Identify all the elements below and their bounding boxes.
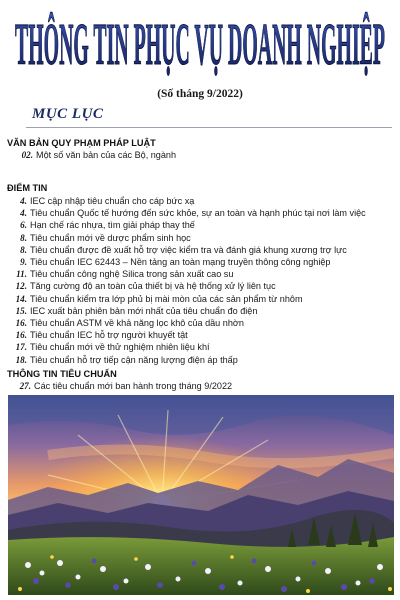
toc-page-number: 27. (19, 381, 31, 391)
toc-item-title: Tiêu chuẩn mới về thử nghiệm nhiên liệu khí (30, 342, 210, 353)
toc-item[interactable] (7, 244, 366, 256)
toc-item[interactable] (7, 293, 366, 305)
toc-heading: MỤC LỤC (32, 106, 104, 122)
toc-item-title: IEC xuất bản phiên bản mới nhất của tiêu chuẩn đo điện (30, 305, 258, 316)
toc-item[interactable] (7, 380, 232, 392)
toc-page-number: 6. (20, 220, 27, 231)
sunrise-landscape-image (8, 395, 394, 595)
cover-photo (8, 395, 394, 595)
toc-item-title: IEC cập nhập tiêu chuẩn cho cáp bức xạ (30, 196, 195, 206)
toc-item-title: Tiêu chuẩn IEC 62443 – Nền tảng an toàn mạng truyền thông công nghiệp (30, 257, 331, 268)
toc-page-number: 18. (15, 354, 27, 365)
masthead (0, 4, 400, 78)
toc-item[interactable] (7, 219, 366, 231)
section-title: THÔNG TIN TIÊU CHUẨN (7, 369, 117, 379)
toc-item[interactable] (7, 256, 366, 268)
toc-item[interactable] (7, 317, 366, 329)
toc-list (7, 380, 232, 392)
toc-page-number: 16. (15, 318, 27, 329)
toc-item[interactable] (7, 329, 366, 341)
toc-page-number: 16. (15, 330, 27, 341)
toc-page-number: 11. (16, 269, 27, 280)
toc-item-title: Một số văn bản của các Bộ, ngành (36, 150, 177, 160)
toc-item[interactable] (7, 149, 176, 161)
toc-page-number: 9. (20, 257, 27, 268)
masthead-title: THÔNG TIN PHỤC VỤ DOANH NGHIỆP (15, 11, 386, 78)
toc-item[interactable] (7, 305, 366, 317)
section-news (7, 183, 366, 366)
toc-list (7, 149, 176, 161)
toc-item-title: Tiêu chuẩn được đề xuất hỗ trợ việc kiểm tra và đánh giá khung xương trợ lực (30, 244, 347, 255)
masthead-svg (0, 4, 400, 84)
toc-item[interactable] (7, 232, 366, 244)
toc-item[interactable] (7, 354, 366, 366)
toc-item[interactable] (7, 195, 366, 207)
toc-item[interactable] (7, 341, 366, 353)
toc-item-title: Tiêu chuẩn hỗ trợ tiếp cận năng lượng điện áp thấp (30, 354, 238, 365)
section-title: ĐIỂM TIN (7, 183, 48, 193)
toc-page-number: 14. (15, 293, 27, 304)
toc-item-title: Tiêu chuẩn mới về dược phẩm sinh học (30, 232, 191, 243)
toc-page-number: 17. (15, 342, 27, 353)
toc-item-title: Hạn chế rác nhựa, tìm giải pháp thay thế (30, 220, 195, 231)
toc-divider (26, 127, 392, 128)
toc-item-title: Tiêu chuẩn kiểm tra lớp phủ bị mài mòn của các sản phẩm từ nhôm (30, 293, 303, 304)
toc-item[interactable] (7, 280, 366, 292)
toc-item[interactable] (7, 268, 366, 280)
toc-item-title: Tăng cường độ an toàn của thiết bị và hệ thống xử lý liên tục (30, 281, 276, 292)
toc-item-title: Tiêu chuẩn Quốc tế hướng đến sức khỏe, sự an toàn và hạnh phúc tại nơi làm việc (30, 208, 366, 219)
toc-page-number: 15. (15, 305, 27, 316)
toc-page-number: 4. (20, 208, 27, 219)
toc-page-number: 8. (20, 232, 27, 243)
issue-label: (Số tháng 9/2022) (157, 88, 243, 100)
toc-page-number: 12. (15, 281, 27, 292)
toc-page-number: 4. (20, 196, 27, 206)
section-legal-documents (7, 138, 176, 161)
toc-page-number: 8. (20, 244, 27, 255)
toc-item-title: Các tiêu chuẩn mới ban hành trong tháng 9/2022 (34, 381, 233, 391)
toc-item-title: Tiêu chuẩn công nghệ Silica trong sản xuất cao su (30, 269, 234, 280)
toc-item-title: Tiêu chuẩn ASTM về khả năng lọc khô của dầu nhờn (30, 318, 244, 329)
toc-page-number: 02. (21, 150, 33, 160)
toc-list (7, 195, 366, 366)
section-title: VĂN BẢN QUY PHẠM PHÁP LUẬT (7, 138, 156, 148)
section-standards (7, 369, 232, 392)
toc-item-title: Tiêu chuẩn IEC hỗ trợ người khuyết tật (30, 330, 188, 341)
toc-item[interactable] (7, 207, 366, 219)
